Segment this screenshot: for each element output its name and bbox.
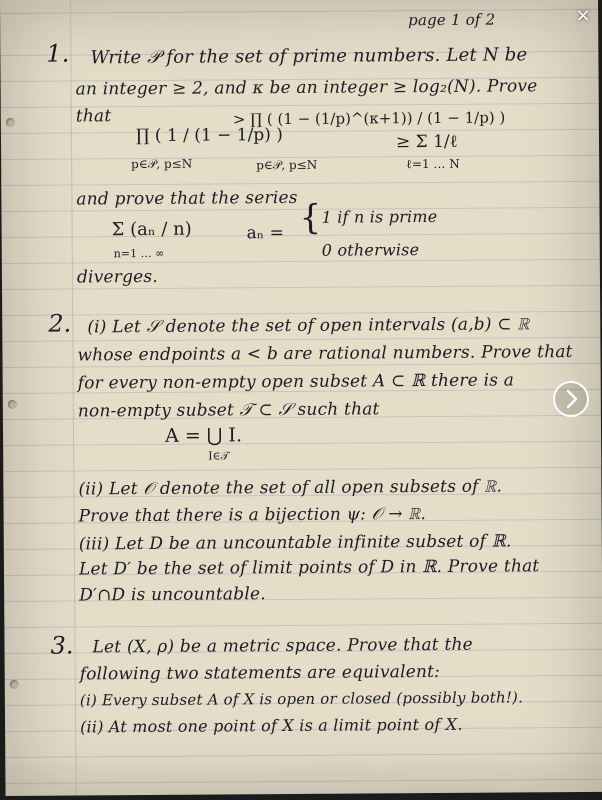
q1-sum-right: ≥ Σ 1/ℓ [395,131,458,153]
q1-an-definition: aₙ = [246,223,284,244]
question-1-number: 1. [46,39,70,68]
punch-hole [6,118,15,127]
page-label: page 1 of 2 [408,10,496,30]
q3-line2: following two statements are equivalent: [79,661,441,685]
punch-hole [10,680,19,689]
q2-equation: A = ⋃ I. [164,424,243,447]
q1-case-2: 0 otherwise [321,240,420,260]
q2-line4: non-empty subset 𝒯 ⊂ 𝒮 such that [77,399,380,422]
q1-under-right: ℓ=1 … N [406,156,460,172]
punch-hole [8,400,17,409]
q1-line3: that [75,106,112,127]
q2-line8: Let D′ be the set of limit points of D in ℝ. Prove that [78,556,540,580]
q1-line1: Write 𝒫 for the set of prime numbers. Let N be [90,44,528,69]
q2-line7: (iii) Let D be an uncountable infinite subset of ℝ. [78,531,512,555]
q3-line4: (ii) At most one point of X is a limit point of X. [80,714,463,737]
q2-equation-index: I∈𝒯 [208,449,230,463]
q2-line1: (i) Let 𝒮 denote the set of open intervals (a,b) ⊂ ℝ [87,314,530,338]
q1-case-1: 1 if n is prime [321,206,438,227]
q1-under-middle: p∈𝒫, p≤N [256,157,318,173]
q3-line1: Let (X, ρ) be a metric space. Prove that the [92,634,473,658]
q2-line3: for every non-empty open subset A ⊂ ℝ there is a [77,370,515,394]
q1-under-left: p∈𝒫, p≤N [131,156,193,172]
q1-series: Σ (aₙ / n) [111,218,192,241]
q1-brace: { [299,197,322,238]
question-2-number: 2. [48,309,72,338]
q2-line9: D′∩D is uncountable. [79,584,266,606]
close-button[interactable]: × [575,5,591,26]
q1-series-limits: n=1 … ∞ [113,246,165,261]
next-image-button[interactable] [553,381,589,417]
q2-line5: (ii) Let 𝒪 denote the set of all open subsets of ℝ. [78,476,503,500]
q2-line2: whose endpoints a < b are rational numbers. Prove that [77,342,573,366]
q1-line2: an integer ≥ 2, and κ be an integer ≥ log₂(N). Prove [75,76,538,100]
q1-line5: diverges. [76,266,158,288]
chevron-right-icon [555,383,587,415]
q3-line3: (i) Every subset A of X is open or closed (possibly both!). [79,688,524,710]
q2-line6: Prove that there is a bijection ψ: 𝒪 → ℝ. [78,504,427,527]
question-3-number: 3. [50,631,74,660]
q1-product-left: ∏ ( 1 / (1 − 1/p) ) [135,125,283,147]
q1-product-middle: > ∏ ( (1 − (1/p)^(κ+1)) / (1 − 1/p) ) [232,108,506,129]
q1-line4: and prove that the series [76,187,298,210]
